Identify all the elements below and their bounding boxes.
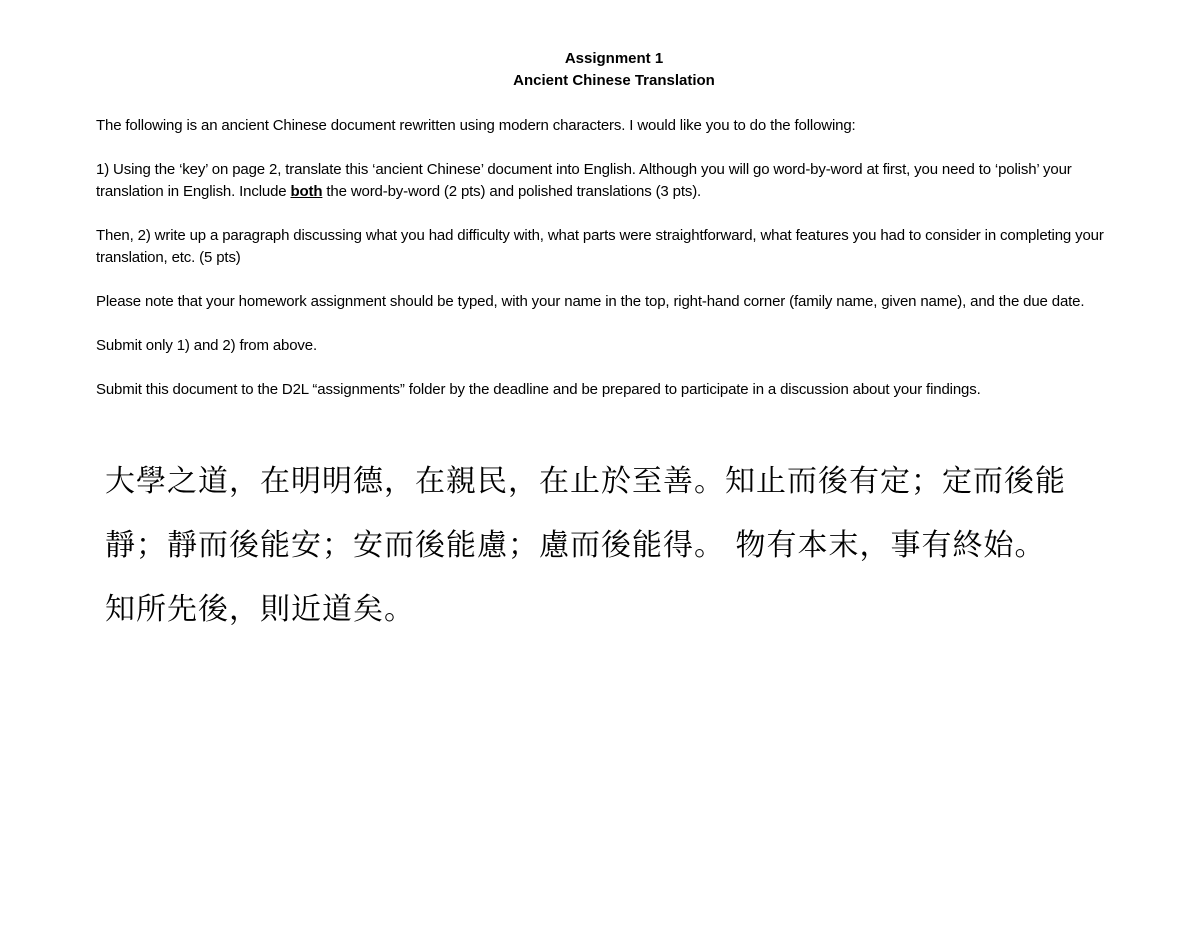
chinese-line-1: 大學之道，在明明德，在親民，在止於至善。知止而後有定；定而後能 bbox=[105, 464, 1066, 499]
task-1-paragraph bbox=[96, 159, 1132, 203]
intro-paragraph: The following is an ancient Chinese document rewritten using modern characters. I would like you to do the following: bbox=[96, 117, 856, 134]
chinese-line-2: 靜；靜而後能安；安而後能慮；慮而後能得。 物有本末，事有終始。 bbox=[105, 528, 1046, 563]
chinese-line-3: 知所先後，則近道矣。 bbox=[105, 592, 415, 627]
assignment-page bbox=[96, 48, 1132, 401]
task-1-text-a: 1) Using the ‘key’ on page 2, translate this ‘ancient Chinese’ document into English. Although you will go word-by-word at first, you need to ‘polish’ your translation in English. Include bbox=[96, 161, 1072, 200]
ancient-chinese-passage bbox=[105, 450, 1105, 642]
task-1-text-b: the word-by-word (2 pts) and polished translations (3 pts). bbox=[322, 183, 702, 200]
formatting-note: Please note that your homework assignment should be typed, with your name in the top, right-hand corner (family name, given name), and the due date. bbox=[96, 293, 1085, 310]
title-block bbox=[96, 48, 1132, 92]
submit-only-note: Submit only 1) and 2) from above. bbox=[96, 337, 317, 354]
submission-instructions: Submit this document to the D2L “assignments” folder by the deadline and be prepared to participate in a discussion about your findings. bbox=[96, 381, 981, 398]
assignment-title: Assignment 1 bbox=[564, 50, 664, 67]
assignment-subtitle: Ancient Chinese Translation bbox=[513, 72, 715, 89]
task-1-emphasis: both bbox=[290, 183, 323, 200]
task-2-paragraph: Then, 2) write up a paragraph discussing what you had difficulty with, what parts were straightforward, what features you had to consider in completing your translation, etc. (5 pts) bbox=[96, 227, 1104, 266]
